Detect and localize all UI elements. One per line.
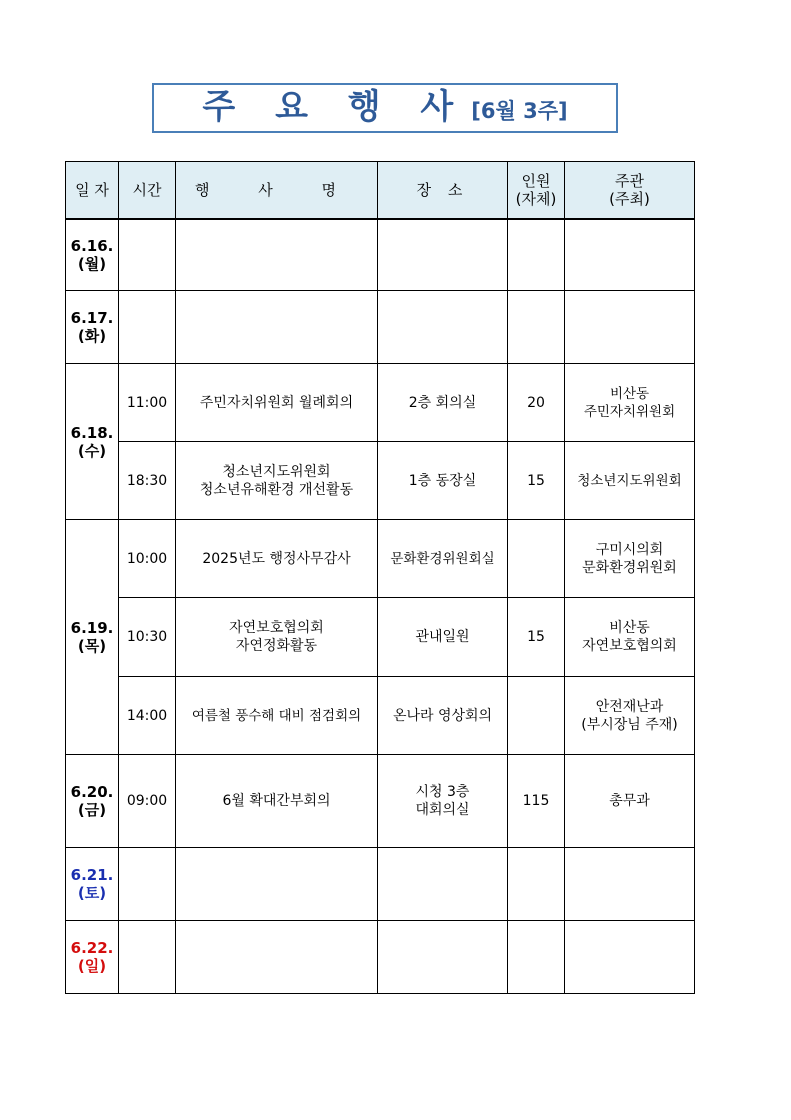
people-cell [508, 291, 565, 364]
host-cell: 비산동 자연보호협의회 [565, 598, 695, 677]
host-cell [565, 291, 695, 364]
table-row [66, 364, 695, 442]
place-cell [378, 219, 508, 291]
event-cell [176, 848, 378, 921]
host-cell: 비산동 주민자치위원회 [565, 364, 695, 442]
people-cell [508, 921, 565, 994]
table-row [66, 442, 695, 520]
host-cell: 안전재난과 (부시장님 주재) [565, 677, 695, 755]
header-row [66, 162, 695, 219]
place-cell: 관내일원 [378, 598, 508, 677]
people-cell: 15 [508, 598, 565, 677]
table-row [66, 921, 695, 994]
people-cell [508, 848, 565, 921]
page-title: 주 요 행 사 [202, 87, 468, 127]
table-row [66, 755, 695, 848]
host-cell: 청소년지도위원회 [565, 442, 695, 520]
time-cell [119, 921, 176, 994]
place-cell [378, 921, 508, 994]
event-cell [176, 921, 378, 994]
people-cell: 15 [508, 442, 565, 520]
people-cell [508, 219, 565, 291]
host-cell: 총무과 [565, 755, 695, 848]
date-cell: 6.20. (금) [66, 755, 119, 848]
table-row [66, 598, 695, 677]
event-cell [176, 291, 378, 364]
date-cell: 6.18. (수) [66, 364, 119, 520]
host-cell [565, 848, 695, 921]
place-cell: 온나라 영상회의 [378, 677, 508, 755]
date-cell: 6.16. (월) [66, 219, 119, 291]
date-cell: 6.19. (목) [66, 520, 119, 755]
people-cell: 20 [508, 364, 565, 442]
date-cell: 6.17. (화) [66, 291, 119, 364]
place-cell: 2층 회의실 [378, 364, 508, 442]
time-cell: 10:30 [119, 598, 176, 677]
event-cell: 6월 확대간부회의 [176, 755, 378, 848]
place-cell [378, 848, 508, 921]
time-cell [119, 291, 176, 364]
column-header-host: 주관 (주최) [565, 162, 695, 219]
table-row [66, 677, 695, 755]
event-cell: 자연보호협의회 자연정화활동 [176, 598, 378, 677]
column-header-date: 일 자 [66, 162, 119, 219]
table-row [66, 291, 695, 364]
time-cell: 14:00 [119, 677, 176, 755]
schedule-table [65, 161, 695, 994]
column-header-event: 행 사 명 [176, 162, 378, 219]
event-cell: 2025년도 행정사무감사 [176, 520, 378, 598]
column-header-people: 인원 (자체) [508, 162, 565, 219]
host-cell: 구미시의회 문화환경위원회 [565, 520, 695, 598]
people-cell [508, 677, 565, 755]
time-cell: 10:00 [119, 520, 176, 598]
people-cell [508, 520, 565, 598]
time-cell: 09:00 [119, 755, 176, 848]
place-cell: 문화환경위원회실 [378, 520, 508, 598]
time-cell [119, 848, 176, 921]
host-cell [565, 219, 695, 291]
table-row [66, 848, 695, 921]
host-cell [565, 921, 695, 994]
time-cell: 18:30 [119, 442, 176, 520]
column-header-place: 장 소 [378, 162, 508, 219]
place-cell: 시청 3층 대회의실 [378, 755, 508, 848]
event-cell [176, 219, 378, 291]
event-cell: 여름철 풍수해 대비 점검회의 [176, 677, 378, 755]
page-subtitle: [6월 3주] [471, 99, 568, 123]
table-row [66, 219, 695, 291]
place-cell: 1층 동장실 [378, 442, 508, 520]
column-header-time: 시간 [119, 162, 176, 219]
date-cell: 6.21. (토) [66, 848, 119, 921]
table-row [66, 520, 695, 598]
time-cell [119, 219, 176, 291]
time-cell: 11:00 [119, 364, 176, 442]
page-title-box [152, 83, 618, 133]
date-cell: 6.22. (일) [66, 921, 119, 994]
event-cell: 주민자치위원회 월례회의 [176, 364, 378, 442]
people-cell: 115 [508, 755, 565, 848]
event-cell: 청소년지도위원회 청소년유해환경 개선활동 [176, 442, 378, 520]
place-cell [378, 291, 508, 364]
